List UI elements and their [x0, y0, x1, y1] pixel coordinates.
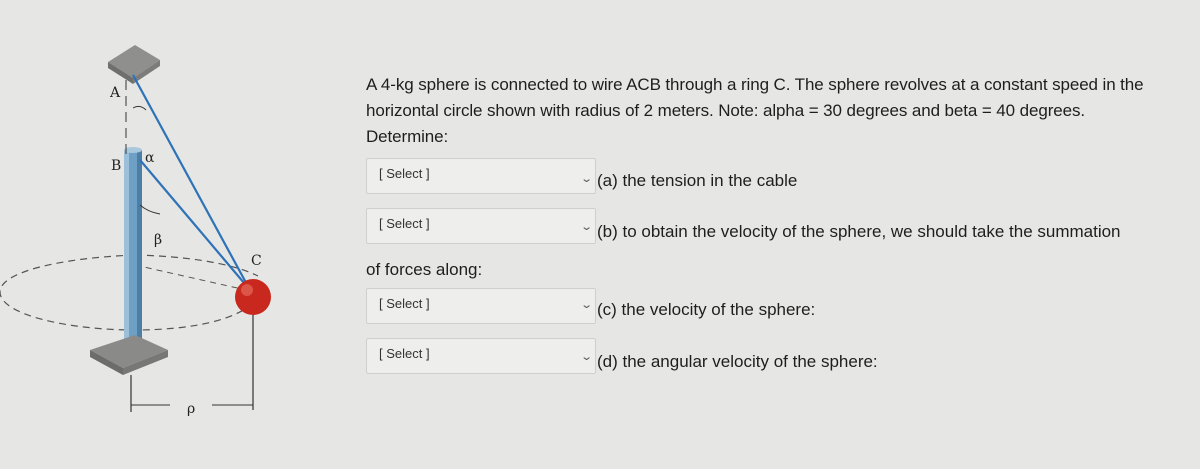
- part-a-label: (a) the tension in the cable: [597, 171, 798, 190]
- label-beta: β: [154, 232, 163, 248]
- chevron-down-icon[interactable]: ⌄: [580, 299, 594, 311]
- sphere-pendulum-figure: [0, 0, 340, 469]
- answer-select-d[interactable]: [366, 338, 596, 374]
- label-c: C: [251, 253, 262, 269]
- select-value: [ Select ]: [379, 346, 430, 361]
- wire-ac: [133, 75, 250, 290]
- select-value: [ Select ]: [379, 296, 430, 311]
- answer-select-b[interactable]: [366, 208, 596, 244]
- label-b: B: [111, 158, 122, 174]
- label-alpha: α: [145, 150, 155, 166]
- chevron-down-icon[interactable]: ⌄: [580, 351, 594, 363]
- label-a: A: [110, 85, 121, 101]
- wire-bc: [140, 160, 250, 290]
- part-c-label: (c) the velocity of the sphere:: [597, 300, 816, 319]
- select-value: [ Select ]: [379, 166, 430, 181]
- select-value: [ Select ]: [379, 216, 430, 231]
- part-d-label: (d) the angular velocity of the sphere:: [597, 352, 878, 371]
- part-b-label: (b) to obtain the velocity of the sphere, we should take the summation: [597, 222, 1121, 241]
- chevron-down-icon[interactable]: ⌄: [580, 221, 594, 233]
- answer-select-a[interactable]: [366, 158, 596, 194]
- label-rho: ρ: [187, 401, 196, 417]
- chevron-down-icon[interactable]: ⌄: [580, 173, 594, 185]
- part-b-continuation: of forces along:: [366, 260, 483, 279]
- answer-select-c[interactable]: [366, 288, 596, 324]
- question-text: A 4-kg sphere is connected to wire ACB through a ring C. The sphere revolves at a constant speed in the horizontal circle shown with radius of 2 meters. Note: alpha = 30 degrees and beta = 40 degrees. Determine:: [366, 75, 1144, 146]
- sphere: [235, 279, 271, 315]
